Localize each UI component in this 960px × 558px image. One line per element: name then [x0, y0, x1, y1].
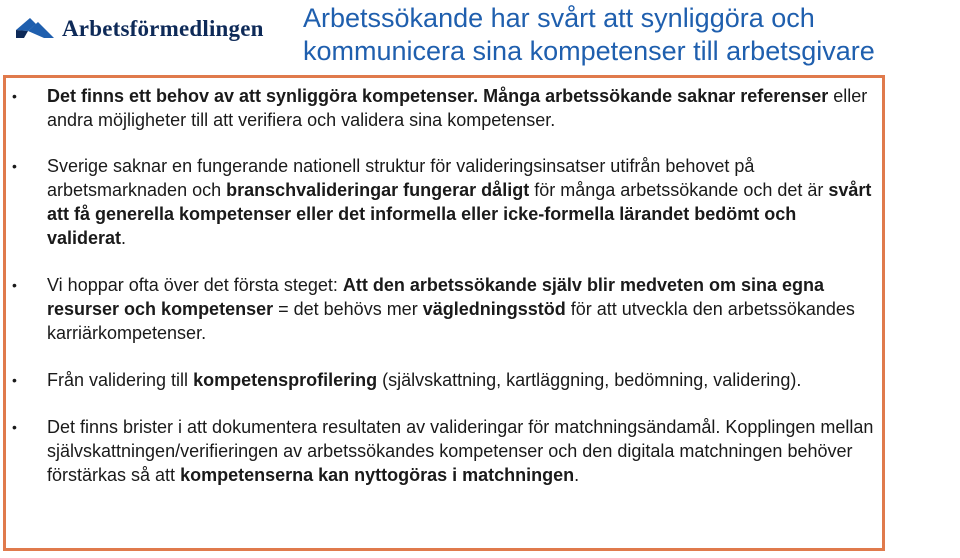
arbetsformedlingen-logo — [14, 14, 264, 44]
title-line-1: Arbetssökande har svårt att synliggöra och — [303, 3, 815, 33]
bullet-text: (självskattning, kartläggning, bedömning, validering). — [377, 370, 802, 390]
bullet-text: Sverige saknar en fungerande nationell struktur för valideringsinsatser utifrån behovet på arbetsmarknaden och — [47, 156, 755, 200]
bullet-text: Det finns brister i att dokumentera resultaten av valideringar för matchningsändamål. Kopplingen mellan självskattningen/verifieringen av arbetssökandes kompetenser och den digitala matchningen behöver förstärkas så att — [47, 417, 874, 485]
bullet-text-bold: vägledningsstöd — [422, 299, 566, 319]
page-title — [303, 2, 957, 68]
bullet-text-bold: svårt att få generella kompetenser eller det informella eller icke-formella lärandet bedömt och validerat — [47, 180, 872, 248]
bullet-item — [47, 273, 877, 345]
bullet-text-bold: Det finns ett behov av att synliggöra kompetenser. Många arbetssökande saknar referenser — [47, 86, 829, 106]
bullet-text: = det behövs mer — [273, 299, 423, 319]
bullet-list — [47, 84, 877, 487]
bullet-text-bold: kompetenserna kan nyttogöras i matchningen — [180, 465, 575, 485]
bullet-text-bold: Att den arbetssökande själv blir medveten om sina egna resurser och kompetenser — [47, 275, 825, 319]
bullet-text-bold: branschvalideringar fungerar dåligt — [226, 180, 530, 200]
bullet-text: Vi hoppar ofta över det första steget: — [47, 275, 343, 295]
logo-text: Arbetsförmedlingen — [62, 16, 264, 41]
bullet-text: . — [574, 465, 580, 485]
bullet-item — [47, 154, 877, 250]
arbetsformedlingen-logo-icon — [14, 14, 56, 44]
bullet-item — [47, 415, 877, 487]
bullet-text-bold: kompetensprofilering — [193, 370, 378, 390]
bullet-text: för många arbetssökande och det är — [529, 180, 829, 200]
bullet-text: Från validering till — [47, 370, 194, 390]
bullet-text: för att utveckla den arbetssökandes karriärkompetenser. — [47, 299, 855, 343]
bullet-text: eller andra möjligheter till att verifiera och validera sina kompetenser. — [47, 86, 868, 130]
bullet-item — [47, 84, 877, 132]
bullet-text: . — [121, 228, 127, 248]
bullet-item — [47, 368, 877, 392]
title-line-2: kommunicera sina kompetenser till arbetsgivare — [303, 36, 875, 66]
